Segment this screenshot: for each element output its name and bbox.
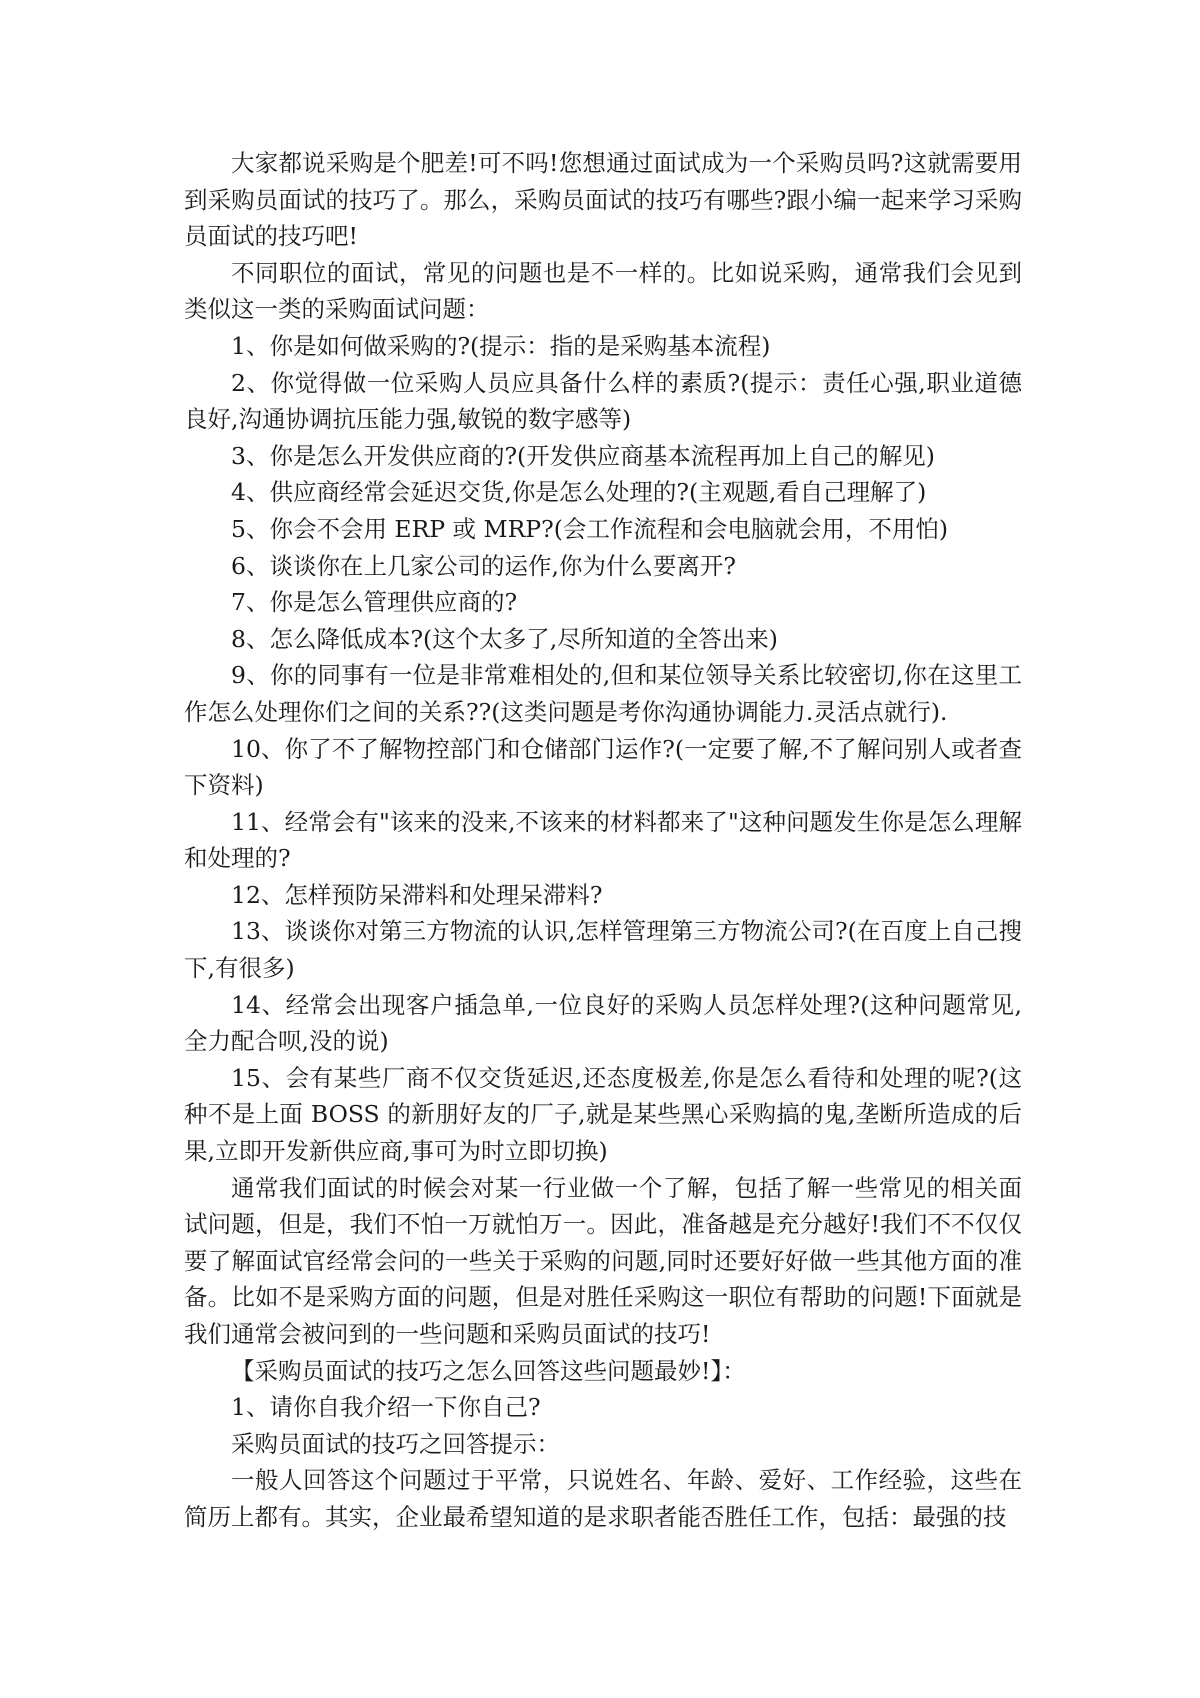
question-item: 9、你的同事有一位是非常难相处的,但和某位领导关系比较密切,你在这里工作怎么处理你们之间的关系??(这类问题是考你沟通协调能力.灵活点就行). [184,661,1022,726]
document-body [184,145,1022,1536]
answer-tip-label: 采购员面试的技巧之回答提示： [231,1429,560,1458]
question-item: 11、经常会有"该来的没来,不该来的材料都来了"这种问题发生你是怎么理解和处理的? [184,807,1022,873]
question-item: 15、会有某些厂商不仅交货延迟,还态度极差,你是怎么看待和处理的呢?(这种不是上面 BOSS 的新朋好友的厂子,就是某些黑心采购搞的鬼,垄断所造成的后果,立即开发新供应商,事可为时立即切换) [184,1063,1022,1166]
question-item: 12、怎样预防呆滞料和处理呆滞料? [231,880,603,909]
question-item: 8、怎么降低成本?(这个太多了,尽所知道的全答出来) [231,624,778,653]
question-item: 5、你会不会用 ERP 或 MRP?(会工作流程和会电脑就会用，不用怕) [231,514,949,543]
question-item: 3、你是怎么开发供应商的?(开发供应商基本流程再加上自己的解见) [231,441,935,470]
question-item: 13、谈谈你对第三方物流的认识,怎样管理第三方物流公司?(在百度上自己搜下,有很多) [184,917,1022,983]
intro-paragraph: 大家都说采购是个肥差!可不吗!您想通过面试成为一个采购员吗?这就需要用到采购员面试的技巧了。那么，采购员面试的技巧有哪些?跟小编一起来学习采购员面试的技巧吧! [184,149,1022,251]
question-item: 7、你是怎么管理供应商的? [231,588,518,617]
question-item: 1、请你自我介绍一下你自己? [231,1393,541,1422]
question-item: 2、你觉得做一位采购人员应具备什么样的素质?(提示：责任心强,职业道德良好,沟通协调抗压能力强,敏锐的数字感等) [184,368,1022,434]
common-questions-intro: 不同职位的面试，常见的问题也是不一样的。比如说采购，通常我们会见到类似这一类的采购面试问题： [184,258,1022,324]
question-item: 4、供应商经常会延迟交货,你是怎么处理的?(主观题,看自己理解了) [231,478,927,507]
section-heading: 【采购员面试的技巧之怎么回答这些问题最妙!】： [231,1356,746,1385]
question-item: 1、你是如何做采购的?(提示：指的是采购基本流程) [231,331,771,360]
question-item: 14、经常会出现客户插急单,一位良好的采购人员怎样处理?(这种问题常见,全力配合呗,没的说) [184,990,1022,1056]
question-item: 6、谈谈你在上几家公司的运作,你为什么要离开? [231,551,737,580]
answer-tip-paragraph: 一般人回答这个问题过于平常，只说姓名、年龄、爱好、工作经验，这些在简历上都有。其实，企业最希望知道的是求职者能否胜任工作，包括：最强的技 [184,1466,1022,1531]
question-item: 10、你了不了解物控部门和仓储部门运作?(一定要了解,不了解问别人或者查下资料) [184,734,1022,800]
preparation-paragraph: 通常我们面试的时候会对某一行业做一个了解，包括了解一些常见的相关面试问题，但是，我们不怕一万就怕万一。因此，准备越是充分越好!我们不不仅仅要了解面试官经常会问的一些关于采购的问题,同时还要好好做一些其他方面的准备。比如不是采购方面的问题，但是对胜任采购这一职位有帮助的问题!下面就是我们通常会被问到的一些问题和采购员面试的技巧! [184,1173,1022,1348]
